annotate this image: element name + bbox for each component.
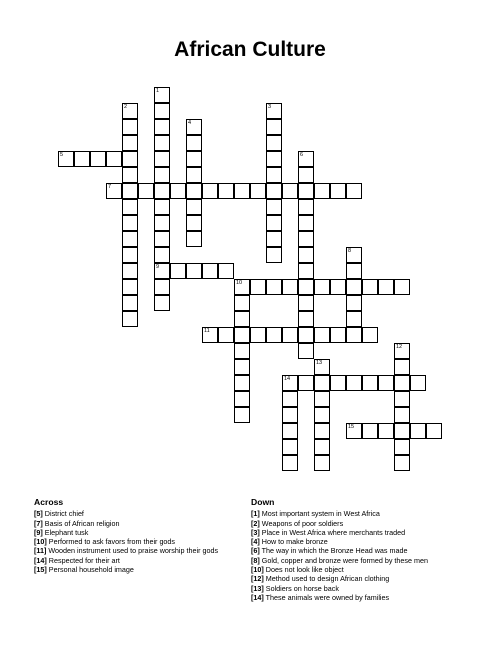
clue-text: Place in West Africa where merchants traded	[259, 527, 406, 537]
grid-cell[interactable]	[122, 247, 138, 263]
grid-cell[interactable]	[122, 295, 138, 311]
cell-number: 2	[124, 104, 128, 110]
puzzle-title: African Culture	[174, 38, 326, 61]
grid-cell[interactable]	[202, 183, 218, 199]
grid-cell[interactable]	[154, 87, 170, 103]
grid-cell[interactable]	[362, 327, 378, 343]
clue-text: Weapons of poor soldiers	[259, 518, 344, 528]
grid-cell[interactable]	[362, 423, 378, 439]
grid-cell[interactable]	[394, 423, 410, 439]
down-clue	[251, 556, 428, 565]
grid-cell[interactable]	[154, 231, 170, 247]
grid-cell[interactable]	[122, 103, 138, 119]
grid-cell[interactable]	[266, 247, 282, 263]
clue-text: These animals were owned by families	[263, 592, 390, 602]
clue-number: [7]	[34, 518, 43, 528]
grid-cell[interactable]	[250, 327, 266, 343]
clue-text: Soldiers on horse back	[263, 583, 339, 593]
grid-cell[interactable]	[186, 263, 202, 279]
grid-cell[interactable]	[122, 311, 138, 327]
grid-cell[interactable]	[138, 183, 154, 199]
cell-number: 5	[60, 152, 64, 158]
grid-cell[interactable]	[122, 167, 138, 183]
clue-text: Basis of African religion	[42, 518, 120, 528]
cell-number: 12	[396, 344, 403, 350]
grid-cell[interactable]	[394, 391, 410, 407]
grid-cell[interactable]	[154, 135, 170, 151]
grid-cell[interactable]	[394, 455, 410, 471]
grid-cell[interactable]	[314, 391, 330, 407]
across-clue-list	[34, 509, 218, 574]
grid-cell[interactable]	[170, 183, 186, 199]
grid-cell[interactable]	[298, 311, 314, 327]
grid-cell[interactable]	[378, 279, 394, 295]
grid-cell[interactable]	[234, 359, 250, 375]
cell-number: 6	[300, 152, 304, 158]
clue-text: Most important system in West Africa	[259, 509, 380, 519]
clue-number: [14]	[34, 555, 47, 565]
down-clue	[251, 509, 428, 518]
grid-cell[interactable]	[314, 375, 330, 391]
grid-cell[interactable]	[122, 199, 138, 215]
grid-cell[interactable]	[394, 359, 410, 375]
grid-cell[interactable]	[298, 183, 314, 199]
down-clue	[251, 584, 428, 593]
grid-cell[interactable]	[298, 295, 314, 311]
grid-cell[interactable]	[394, 279, 410, 295]
clue-number: [4]	[251, 537, 260, 547]
cell-number: 7	[108, 184, 112, 190]
down-clues	[251, 498, 428, 602]
grid-cell[interactable]	[186, 231, 202, 247]
grid-cell[interactable]	[298, 279, 314, 295]
grid-cell[interactable]	[154, 295, 170, 311]
grid-cell[interactable]	[234, 343, 250, 359]
cell-number: 11	[204, 328, 210, 334]
cell-number: 3	[268, 104, 272, 110]
grid-cell[interactable]	[426, 423, 442, 439]
grid-cell[interactable]	[266, 119, 282, 135]
down-clue	[251, 565, 428, 574]
clue-text: Elephant tusk	[42, 527, 89, 537]
grid-cell[interactable]	[298, 199, 314, 215]
grid-cell[interactable]	[410, 375, 426, 391]
grid-cell[interactable]	[282, 391, 298, 407]
grid-cell[interactable]	[346, 183, 362, 199]
across-clue	[34, 537, 218, 546]
clue-text: The way in which the Bronze Head was made	[259, 546, 408, 556]
grid-cell[interactable]	[394, 439, 410, 455]
grid-cell[interactable]	[234, 407, 250, 423]
grid-cell[interactable]	[346, 311, 362, 327]
cell-number: 8	[348, 248, 352, 254]
grid-cell[interactable]	[154, 199, 170, 215]
grid-cell[interactable]	[154, 215, 170, 231]
grid-cell[interactable]	[314, 407, 330, 423]
clue-text: District chief	[42, 509, 84, 519]
grid-cell[interactable]	[218, 327, 234, 343]
grid-cell[interactable]	[314, 359, 330, 375]
grid-cell[interactable]	[154, 151, 170, 167]
grid-cell[interactable]	[250, 183, 266, 199]
grid-cell[interactable]	[186, 215, 202, 231]
grid-cell[interactable]	[346, 327, 362, 343]
grid-cell[interactable]	[346, 375, 362, 391]
grid-cell[interactable]	[362, 375, 378, 391]
clue-number: [12]	[251, 574, 264, 584]
grid-cell[interactable]	[394, 375, 410, 391]
grid-cell[interactable]	[298, 263, 314, 279]
clue-text: Wooden instrument used to praise worship their gods	[46, 546, 219, 556]
clue-number: [2]	[251, 518, 260, 528]
grid-cell[interactable]	[234, 327, 250, 343]
clue-number: [6]	[251, 546, 260, 556]
grid-cell[interactable]	[186, 199, 202, 215]
grid-cell[interactable]	[346, 263, 362, 279]
grid-cell[interactable]	[234, 311, 250, 327]
grid-cell[interactable]	[266, 327, 282, 343]
grid-cell[interactable]	[298, 327, 314, 343]
grid-cell[interactable]	[154, 167, 170, 183]
grid-cell[interactable]	[170, 263, 186, 279]
grid-cell[interactable]	[346, 295, 362, 311]
grid-cell[interactable]	[298, 247, 314, 263]
across-clue	[34, 509, 218, 518]
grid-cell[interactable]	[106, 151, 122, 167]
grid-cell[interactable]	[410, 423, 426, 439]
grid-cell[interactable]	[234, 183, 250, 199]
down-clue	[251, 519, 428, 528]
clue-number: [11]	[34, 546, 47, 556]
cell-number: 9	[156, 264, 160, 270]
grid-cell[interactable]	[266, 279, 282, 295]
grid-cell[interactable]	[218, 183, 234, 199]
grid-cell[interactable]	[314, 279, 330, 295]
grid-cell[interactable]	[154, 119, 170, 135]
grid-cell[interactable]	[122, 151, 138, 167]
grid-cell[interactable]	[266, 231, 282, 247]
grid-cell[interactable]	[106, 183, 122, 199]
clue-number: [3]	[251, 527, 260, 537]
grid-cell[interactable]	[122, 135, 138, 151]
clue-number: [15]	[34, 565, 47, 575]
cell-number: 14	[284, 376, 291, 382]
grid-cell[interactable]	[266, 135, 282, 151]
cell-number: 4	[188, 120, 192, 126]
grid-cell[interactable]	[58, 151, 74, 167]
grid-cell[interactable]	[234, 375, 250, 391]
clue-number: [5]	[34, 509, 43, 519]
grid-cell[interactable]	[314, 439, 330, 455]
grid-cell[interactable]	[314, 455, 330, 471]
grid-cell[interactable]	[314, 183, 330, 199]
clue-text: How to make bronze	[259, 537, 328, 547]
grid-cell[interactable]	[378, 375, 394, 391]
grid-cell[interactable]	[298, 215, 314, 231]
grid-cell[interactable]	[122, 183, 138, 199]
grid-cell[interactable]	[346, 247, 362, 263]
cell-number: 1	[156, 88, 160, 94]
clue-text: Respected for their art	[46, 555, 120, 565]
grid-cell[interactable]	[362, 279, 378, 295]
grid-cell[interactable]	[186, 167, 202, 183]
grid-cell[interactable]	[266, 199, 282, 215]
across-heading: Across	[34, 497, 64, 507]
grid-cell[interactable]	[234, 295, 250, 311]
grid-cell[interactable]	[394, 343, 410, 359]
grid-cell[interactable]	[282, 183, 298, 199]
grid-cell[interactable]	[266, 103, 282, 119]
clue-number: [10]	[251, 565, 264, 575]
grid-cell[interactable]	[266, 183, 282, 199]
grid-cell[interactable]	[186, 135, 202, 151]
across-clue	[34, 546, 218, 555]
clue-text: Performed to ask favors from their gods	[46, 537, 176, 547]
clue-number: [1]	[251, 509, 260, 519]
down-clue	[251, 528, 428, 537]
grid-cell[interactable]	[314, 327, 330, 343]
grid-cell[interactable]	[218, 263, 234, 279]
cell-number: 13	[316, 360, 323, 366]
grid-cell[interactable]	[74, 151, 90, 167]
grid-cell[interactable]	[282, 279, 298, 295]
grid-cell[interactable]	[346, 423, 362, 439]
grid-cell[interactable]	[154, 247, 170, 263]
grid-cell[interactable]	[394, 407, 410, 423]
down-clue	[251, 574, 428, 583]
grid-cell[interactable]	[330, 327, 346, 343]
clue-number: [10]	[34, 537, 47, 547]
grid-cell[interactable]	[154, 263, 170, 279]
grid-cell[interactable]	[186, 151, 202, 167]
grid-cell[interactable]	[298, 151, 314, 167]
down-clue	[251, 537, 428, 546]
across-clue	[34, 519, 218, 528]
grid-cell[interactable]	[298, 167, 314, 183]
grid-cell[interactable]	[266, 215, 282, 231]
grid-cell[interactable]	[266, 151, 282, 167]
grid-cell[interactable]	[298, 343, 314, 359]
grid-cell[interactable]	[282, 455, 298, 471]
grid-cell[interactable]	[298, 231, 314, 247]
grid-cell[interactable]	[266, 167, 282, 183]
clue-number: [9]	[34, 527, 43, 537]
clue-number: [8]	[251, 555, 260, 565]
grid-cell[interactable]	[186, 119, 202, 135]
grid-cell[interactable]	[282, 423, 298, 439]
grid-cell[interactable]	[202, 327, 218, 343]
cell-number: 10	[236, 280, 243, 286]
across-clue	[34, 556, 218, 565]
grid-cell[interactable]	[282, 375, 298, 391]
across-clues	[34, 498, 218, 574]
grid-cell[interactable]	[330, 279, 346, 295]
grid-cell[interactable]	[298, 375, 314, 391]
grid-cell[interactable]	[90, 151, 106, 167]
grid-cell[interactable]	[186, 183, 202, 199]
down-heading: Down	[251, 497, 275, 507]
grid-cell[interactable]	[282, 439, 298, 455]
across-clue	[34, 528, 218, 537]
grid-cell[interactable]	[282, 407, 298, 423]
grid-cell[interactable]	[346, 279, 362, 295]
cell-number: 15	[348, 424, 355, 430]
clue-number: [13]	[251, 583, 264, 593]
grid-cell[interactable]	[122, 263, 138, 279]
grid-cell[interactable]	[122, 215, 138, 231]
grid-cell[interactable]	[154, 103, 170, 119]
grid-cell[interactable]	[202, 263, 218, 279]
grid-cell[interactable]	[330, 183, 346, 199]
clue-text: Does not look like object	[263, 565, 344, 575]
down-clue	[251, 593, 428, 602]
across-clue	[34, 565, 218, 574]
clue-number: [14]	[251, 592, 264, 602]
grid-cell[interactable]	[122, 279, 138, 295]
down-clue-list	[251, 509, 428, 602]
clue-text: Method used to design African clothing	[263, 574, 390, 584]
down-clue	[251, 546, 428, 555]
grid-cell[interactable]	[234, 391, 250, 407]
grid-cell[interactable]	[378, 423, 394, 439]
grid-cell[interactable]	[282, 327, 298, 343]
grid-cell[interactable]	[122, 119, 138, 135]
grid-cell[interactable]	[154, 183, 170, 199]
grid-cell[interactable]	[154, 279, 170, 295]
grid-cell[interactable]	[314, 423, 330, 439]
clue-text: Gold, copper and bronze were formed by these men	[259, 555, 428, 565]
grid-cell[interactable]	[234, 279, 250, 295]
grid-cell[interactable]	[330, 375, 346, 391]
clue-text: Personal household image	[46, 565, 134, 575]
grid-cell[interactable]	[250, 279, 266, 295]
grid-cell[interactable]	[122, 231, 138, 247]
